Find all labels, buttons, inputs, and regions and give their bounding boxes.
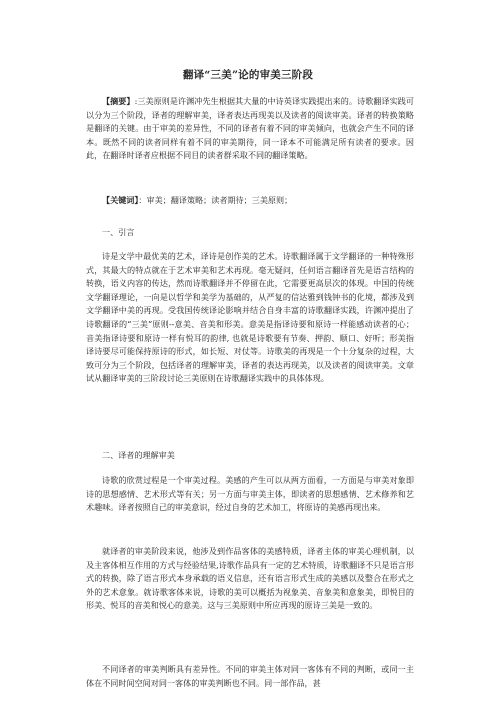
- abstract-paragraph: [86, 95, 414, 163]
- keywords-text: ：审美；翻译策略；读者期待；三美原则；: [138, 195, 293, 205]
- document-title: 翻译“三美”论的审美三阶段: [182, 69, 314, 81]
- keywords-label: 【关键词】: [102, 195, 139, 205]
- section-heading-translator-appreciation: 二、译者的理解审美: [102, 450, 175, 460]
- intro-paragraph: 诗是文学中最优美的艺术，译诗是创作美的艺术。诗歌翻译属于文学翻译的一种特殊形式，其最大的特点就在于艺术审美和艺术再现。毫无疑问，任何语言翻译首先是语言结构的转换，语义内容的传达，然而诗歌翻译并不停留在此，它需要更高层次的体现。中国的传统文学翻译理论，一向是以哲学和美学为基础的，从严复的信达雅到钱钟书的化境，都涉及到文学翻译中美的再现。受我国传统译论影响并结合自身丰富的诗歌翻译实践，许渊冲提出了诗歌翻译的“三美”原则--意美、音美和形美。意美是指译诗要和原诗一样能感动读者的心；音美指译诗要和原诗一样有悦耳的韵律, 也就是诗歌要有节奏、押韵、顺口、好听；形美指译诗要尽可能保持原诗的形式，如长短、对仗等。诗歌美的再现是一个十分复杂的过程，大致可分为三个阶段，包括译者的理解审美，译者的表达再现美，以及读者的阅读审美。文章试从翻译审美的三阶段讨论三美原则在诗歌翻译实践中的具体体现。: [86, 251, 414, 384]
- abstract-label: 【摘要】: [102, 96, 135, 106]
- abstract-text: :三美原则是许渊冲先生根据其大量的中诗英译实践提出来的。诗歌翻译实践可以分为三个阶段，译者的理解审美，译者表达再现美以及读者的阅读审美。译者的转换策略是翻译的关键。由于审美的差异性，不同的译者有着不同的审美倾向，也就会产生不同的译本。既然不同的读者同样有着不同的审美期待，同一译本不可能满足所有读者的要求。因此，在翻译时译者应根据不同目的读者群采取不同的翻译策略。: [86, 96, 414, 161]
- body-paragraph-3: 不同译者的审美判断具有差异性。不同的审美主体对同一客体有不同的判断，或同一主体在不同时间空间对同一客体的审美判断也不同。同一部作品，甚: [86, 664, 414, 688]
- section-heading-intro: 一、引言: [102, 227, 135, 237]
- body-paragraph-2: 就译者的审美阶段来说，他涉及到作品客体的美感特质，译者主体的审美心理机制，以及主客体相互作用的方式与经验结果,诗歌作品具有一定的艺术特质，诗歌翻译不只是语言形式的转换，除了语言形式本身承载的语义信息，还有语言形式生成的美感以及整合在形式之外的艺术意象。就诗歌客体来说，诗歌的美可以概括为视象美、音象美和意象美，即悦目的形美、悦耳的音美和悦心的意美。这与三美原则中所应再现的原诗三美是一致的。: [86, 546, 414, 611]
- keywords-paragraph: [86, 194, 414, 208]
- body-paragraph-1: 诗歌的欣赏过程是一个审美过程。美感的产生可以从两方面看，一方面是与审美对象即诗的思想感情、艺术形式等有关；另一方面与审美主体，即读者的思想感情、艺术修养和艺术趣味。译者按照自己的审美意识，经过自身的艺术加工，将原诗的美感再现出来。: [86, 475, 414, 513]
